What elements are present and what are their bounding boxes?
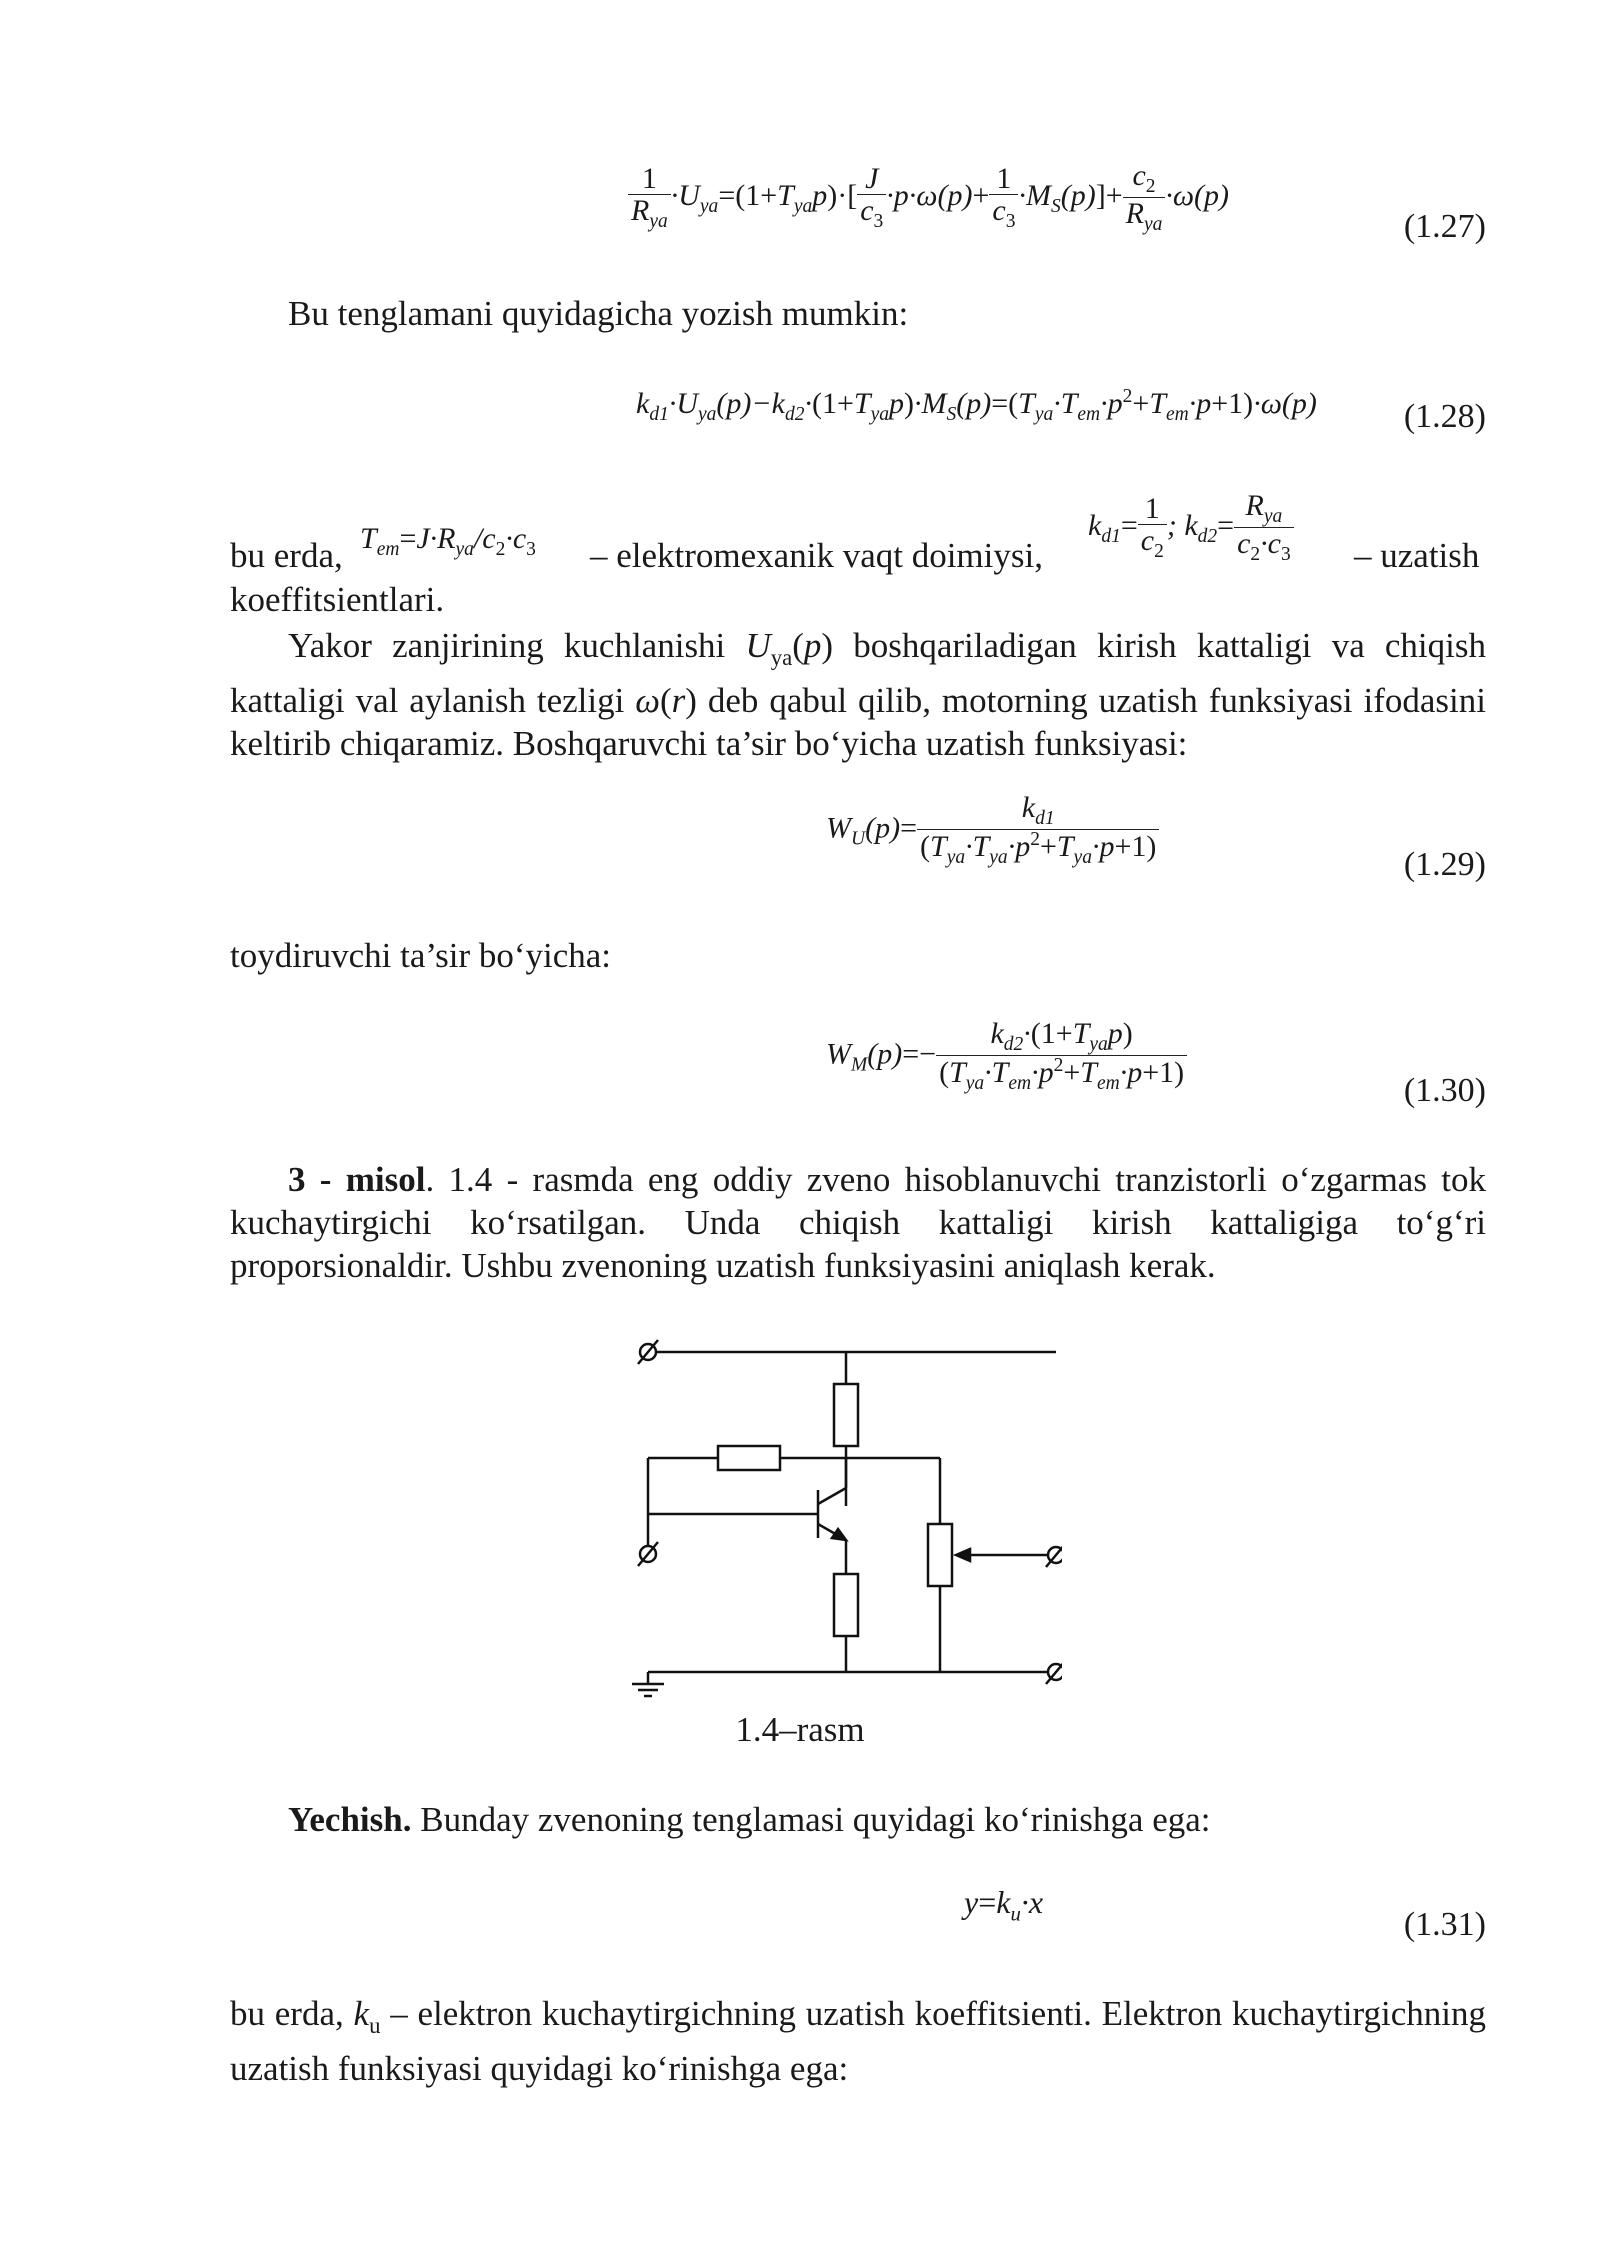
tem-formula: $T_{em}=J\cdot R_{ya}/c_2\cdot c_3$ xyxy=(360,522,536,560)
transistor-amplifier-circuit xyxy=(622,1318,1062,1698)
equation-number-1-27: (1.27) xyxy=(1403,208,1486,245)
uzatish-tail: – uzatish xyxy=(1354,536,1480,575)
equation-1-28: $k_{d1}\cdot U_{ya}(p)-k_{d2}\cdot(1+T_{ya}p)\cdot M_S(p)=(T_{ya}\cdot T_{em}\cdot p^2+T_{em}\cdot p+1)\cdot\omega(p)$ xyxy=(636,386,1317,425)
paragraph-misol: 3 - misol. 1.4 - rasmda eng oddiy zveno hisoblanuvchi tranzistorli o‘zgarmas tok kuchaytirgichi ko‘rsatilgan. Unda chiqish kattaligi kirish kattaligiga to‘g‘ri proporsionaldir. Ushbu zvenoning uzatish funksiyasini aniqlash kerak. xyxy=(230,1160,1486,1285)
resistor-emitter xyxy=(834,1574,858,1636)
paragraph-last: bu erda, $k_u$ – elektron kuchaytirgichning uzatish koeffitsienti. Elektron kuchaytirgichning uzatish funksiyasi quyidagi ko‘rinishga ega: xyxy=(230,1994,1486,2088)
equation-number-1-30: (1.30) xyxy=(1403,1072,1486,1109)
koeff-line: koeffitsientlari. xyxy=(230,580,445,619)
tem-description: – elektromexanik vaqt doimiysi, xyxy=(590,536,1043,575)
paragraph-intro: Bu tenglamani quyidagicha yozish mumkin: xyxy=(288,294,909,333)
figure-caption: 1.4–rasm xyxy=(735,1710,865,1749)
resistor-bias xyxy=(718,1446,780,1470)
paragraph-yakor: Yakor zanjirining kuchlanishi $U_{ya}(p)$ boshqariladigan kirish kattaligi va chiqish kattaligi val aylanish tezligi ω(r) deb qabul qilib, motorning uzatish funksiyasi ifodasini keltirib chiqaramiz. Boshqaruvchi ta’sir bo‘yicha uzatish funksiyasi: xyxy=(230,626,1487,763)
equation-1-31: $y=k_u\cdot x$ xyxy=(964,1884,1044,1926)
equation-number-1-29: (1.29) xyxy=(1403,846,1486,883)
equation-number-1-31: (1.31) xyxy=(1403,1906,1486,1943)
equation-1-27: $\frac{1}{R_{ya}}$ $\cdot U_{ya}=(1+T_{ya}p)\cdot$[ $\frac{J}{c_3}$ ·p·ω(p)+ $\frac{1}{c_3}$ $\cdot M_S(p)]+$ $\frac{c_2}{R_{ya}}$ ·ω(p) xyxy=(628,160,1229,236)
kd-formula: $k_{d1}=$ $\frac{1}{c_2}$ ; $k_{d2}=$ $\frac{R_{ya}}{c_2\cdot c_3}$ xyxy=(1088,490,1294,566)
equation-1-29: $W_U(p)=$ $\frac{k_{d1}}{(T_{ya}\cdot T_{ya}\cdot p^2+T_{ya}\cdot p+1)}$ xyxy=(826,792,1159,869)
resistor-collector xyxy=(834,1384,858,1446)
definition-line: bu erda, xyxy=(230,536,343,575)
equation-1-30: $W_M(p)=-$ $\frac{k_{d2}\cdot(1+T_{ya}p)}{(T_{ya}\cdot T_{em}\cdot p^2+T_{em}\cdot p+1)}$ xyxy=(826,1018,1187,1095)
equation-number-1-28: (1.28) xyxy=(1403,398,1486,435)
potentiometer xyxy=(928,1524,952,1586)
paragraph-yechish: Yechish. Bunday zvenoning tenglamasi quyidagi ko‘rinishga ega: xyxy=(288,1800,1211,1839)
paragraph-toydiruvchi: toydiruvchi ta’sir bo‘yicha: xyxy=(230,936,612,975)
